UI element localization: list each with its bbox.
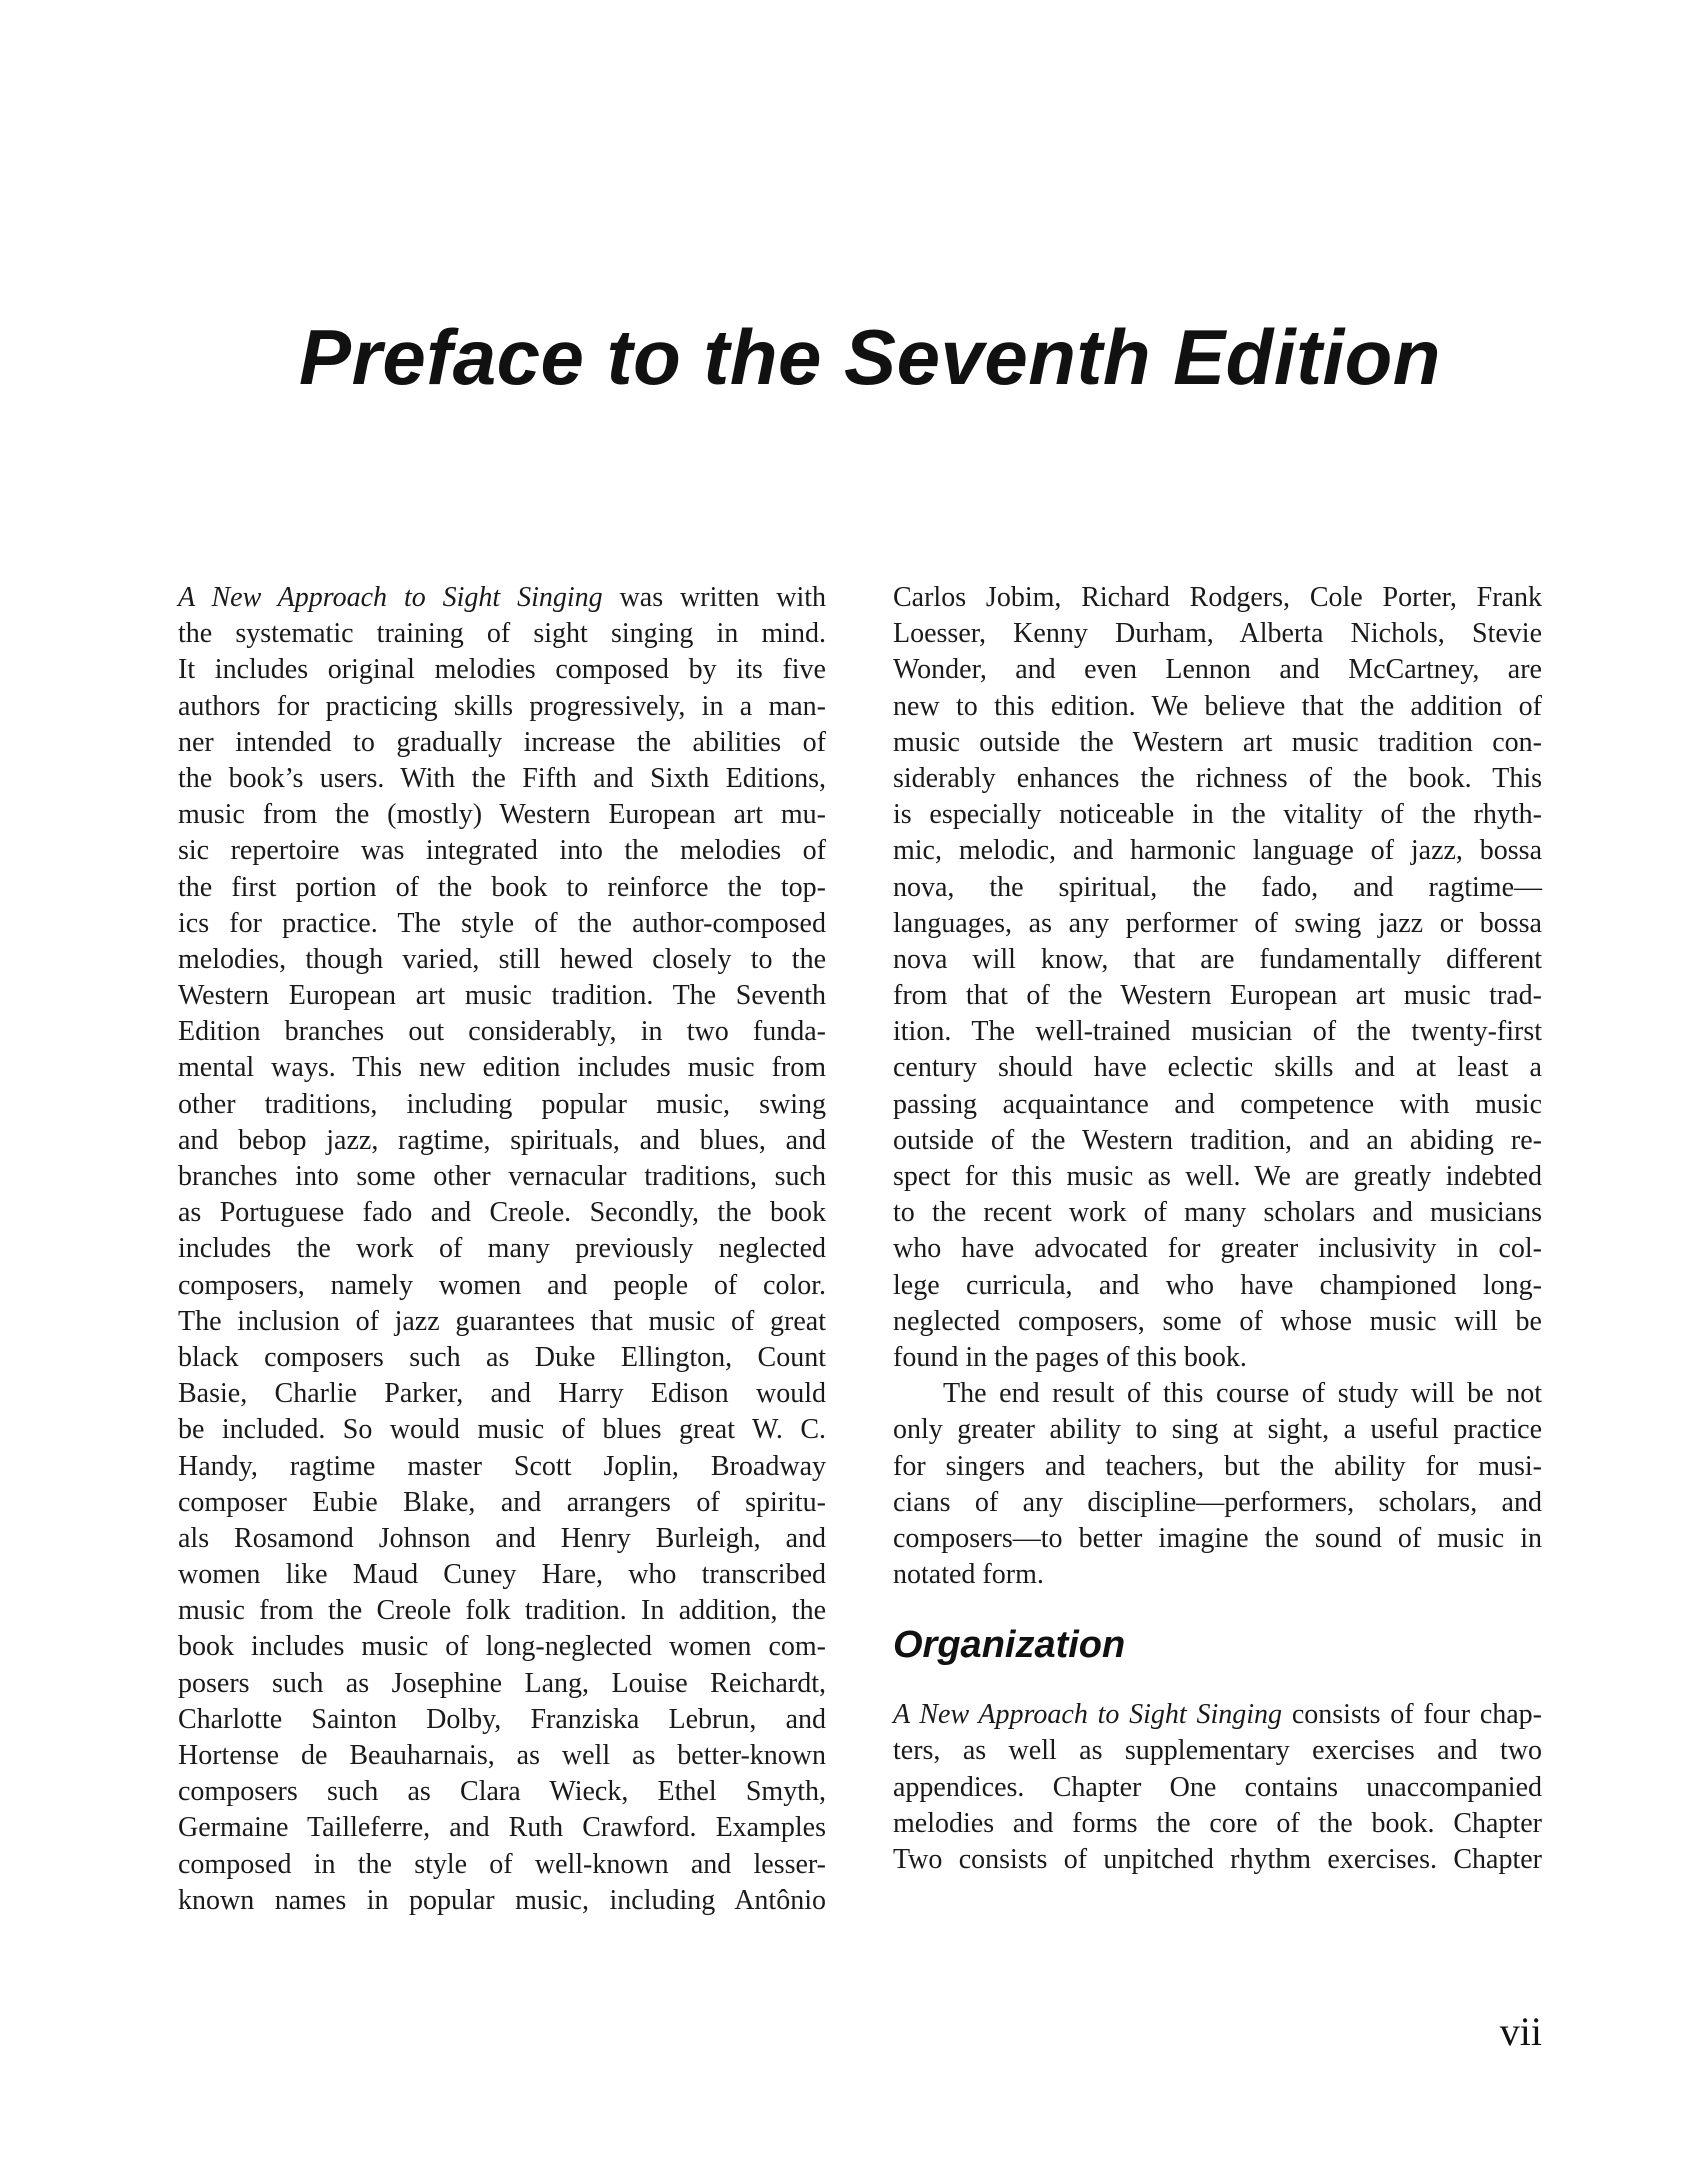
text-line (178, 797, 826, 833)
line-text: composers such as Clara Wieck, Ethel Smyth, (178, 1776, 826, 1808)
text-line (893, 1842, 1542, 1878)
text-line (893, 1412, 1542, 1448)
text-line (178, 1087, 826, 1123)
line-text: was written with (602, 582, 827, 613)
text-line (893, 1376, 1542, 1412)
text-line (178, 689, 826, 725)
line-text: for singers and teachers, but the ability for musi- (893, 1450, 1542, 1482)
line-text: only greater ability to sing at sight, a useful practice (893, 1414, 1542, 1446)
line-text: mental ways. This new edition includes music from (178, 1052, 826, 1084)
text-line (178, 833, 826, 869)
line-text: Basie, Charlie Parker, and Harry Edison would (178, 1378, 826, 1410)
line-text: to the recent work of many scholars and musicians (893, 1197, 1542, 1229)
line-text: who have advocated for greater inclusivity in col- (893, 1233, 1542, 1265)
text-line (893, 1304, 1542, 1340)
text-line (893, 906, 1542, 942)
text-line (178, 1412, 826, 1448)
text-line (178, 978, 826, 1014)
text-line (178, 1557, 826, 1593)
text-line (178, 1883, 826, 1919)
text-line (893, 1770, 1542, 1806)
line-text: book includes music of long-neglected women com- (178, 1631, 826, 1663)
line-text: the first portion of the book to reinforce the top- (178, 871, 826, 903)
line-text: Western European art music tradition. The Seventh (178, 980, 826, 1012)
line-text: ition. The well-trained musician of the twenty-first (893, 1016, 1542, 1048)
line-text: neglected composers, some of whose music will be (893, 1305, 1542, 1337)
line-text: Charlotte Sainton Dolby, Franziska Lebrun, and (178, 1703, 826, 1735)
text-line (893, 1557, 1542, 1593)
line-text: Edition branches out considerably, in two funda- (178, 1016, 826, 1048)
text-line (893, 1697, 1542, 1733)
text-line (893, 1195, 1542, 1231)
line-text: mic, melodic, and harmonic language of jazz, bossa (893, 835, 1542, 867)
line-text: nova will know, that are fundamentally different (893, 943, 1542, 975)
line-text: branches into some other vernacular traditions, such (178, 1161, 826, 1192)
text-line (893, 797, 1542, 833)
text-line (178, 1159, 826, 1195)
text-line (178, 870, 826, 906)
line-text: als Rosamond Johnson and Henry Burleigh, and (178, 1522, 826, 1554)
line-text: languages, as any performer of swing jazz or bossa (893, 907, 1542, 939)
text-line (893, 652, 1542, 688)
text-line (893, 1340, 1542, 1376)
text-line (178, 1521, 826, 1557)
text-line (178, 761, 826, 797)
line-text: Hortense de Beauharnais, as well as better-known (178, 1740, 826, 1771)
text-line (893, 616, 1542, 652)
text-line (178, 725, 826, 761)
line-text: other traditions, including popular music, swing (178, 1088, 826, 1120)
text-line (178, 652, 826, 688)
text-line (893, 1050, 1542, 1086)
line-text: as Portuguese fado and Creole. Secondly, the book (178, 1197, 826, 1229)
line-text: outside of the Western tradition, and an abiding re- (893, 1124, 1542, 1156)
line-text: composers, namely women and people of color. (178, 1269, 826, 1301)
right-column (893, 580, 1542, 1878)
text-line (178, 1231, 826, 1267)
line-text: century should have eclectic skills and at least a (893, 1052, 1542, 1084)
text-line (893, 1449, 1542, 1485)
text-line (893, 1268, 1542, 1304)
line-text: the book’s users. With the Fifth and Sixth Editions, (178, 762, 826, 794)
text-line (893, 1806, 1542, 1842)
text-line (178, 1593, 826, 1629)
text-line (178, 1123, 826, 1159)
text-line (178, 1268, 826, 1304)
line-text: Loesser, Kenny Durham, Alberta Nichols, Stevie (893, 618, 1542, 650)
line-text: melodies and forms the core of the book. Chapter (893, 1807, 1542, 1839)
line-text: passing acquaintance and competence with music (893, 1088, 1542, 1120)
line-text: ters, as well as supplementary exercises and two (893, 1735, 1542, 1767)
line-text: posers such as Josephine Lang, Louise Reichardt, (178, 1667, 826, 1699)
line-text: ics for practice. The style of the author-composed (178, 907, 826, 939)
line-text: lege curricula, and who have championed long- (893, 1269, 1542, 1301)
line-text: composers—to better imagine the sound of music in (893, 1522, 1542, 1554)
text-line (178, 942, 826, 978)
line-text: is especially noticeable in the vitality of the rhyth- (893, 799, 1542, 831)
text-line (178, 580, 826, 616)
line-text: composer Eubie Blake, and arrangers of spiritu- (178, 1486, 826, 1518)
line-text: Carlos Jobim, Richard Rodgers, Cole Porter, Frank (893, 582, 1542, 613)
line-text: found in the pages of this book. (893, 1341, 1247, 1373)
line-text: spect for this music as well. We are greatly indebted (893, 1161, 1542, 1192)
line-text: be included. So would music of blues great W. C. (178, 1414, 826, 1446)
line-text: The end result of this course of study will be not (943, 1378, 1542, 1410)
text-line (893, 1231, 1542, 1267)
book-title-italic: A New Approach to Sight Singing (893, 1699, 1283, 1731)
line-text: Germaine Tailleferre, and Ruth Crawford. Examples (178, 1812, 826, 1844)
text-line (178, 1014, 826, 1050)
text-line (893, 1521, 1542, 1557)
line-text: ner intended to gradually increase the abilities of (178, 726, 826, 758)
text-line (178, 1449, 826, 1485)
text-line (178, 1629, 826, 1665)
line-text: new to this edition. We believe that the addition of (893, 690, 1542, 722)
text-line (178, 616, 826, 652)
line-text: Two consists of unpitched rhythm exercises. Chapter (893, 1844, 1542, 1875)
text-line (178, 1376, 826, 1412)
text-line (893, 870, 1542, 906)
line-text: black composers such as Duke Ellington, Count (178, 1341, 826, 1373)
line-text: known names in popular music, including Antônio (178, 1884, 826, 1916)
line-text: The inclusion of jazz guarantees that music of great (178, 1305, 826, 1337)
text-line (893, 1014, 1542, 1050)
text-line (178, 1738, 826, 1774)
text-line (178, 1050, 826, 1086)
text-line (178, 1304, 826, 1340)
line-text: music from the Creole folk tradition. In addition, the (178, 1595, 826, 1627)
text-line (178, 1666, 826, 1702)
text-line (893, 1485, 1542, 1521)
line-text: music from the (mostly) Western European art mu- (178, 799, 826, 831)
text-line (893, 689, 1542, 725)
line-text: appendices. Chapter One contains unaccompanied (893, 1771, 1542, 1803)
line-text: and bebop jazz, ragtime, spirituals, and blues, and (178, 1124, 826, 1156)
line-text: includes the work of many previously neglected (178, 1233, 826, 1265)
text-line (893, 942, 1542, 978)
line-text: from that of the Western European art music trad- (893, 980, 1542, 1012)
text-line (893, 1123, 1542, 1159)
text-line (893, 725, 1542, 761)
text-line (178, 1847, 826, 1883)
text-line (893, 833, 1542, 869)
text-line (178, 1774, 826, 1810)
line-text: cians of any discipline—performers, scholars, and (893, 1486, 1542, 1518)
line-text: siderably enhances the richness of the book. This (893, 762, 1542, 794)
page-title: Preface to the Seventh Edition (299, 313, 1441, 401)
left-column (178, 580, 826, 1919)
line-text: music outside the Western art music tradition con- (893, 726, 1542, 758)
text-line (178, 1810, 826, 1846)
text-line (893, 1733, 1542, 1769)
text-line (178, 906, 826, 942)
page-number: vii (1499, 2009, 1542, 2054)
line-text: Handy, ragtime master Scott Joplin, Broadway (178, 1450, 826, 1482)
line-text: composed in the style of well-known and lesser- (178, 1848, 826, 1880)
line-text: melodies, though varied, still hewed closely to the (178, 943, 826, 975)
text-line (178, 1195, 826, 1231)
text-line (893, 978, 1542, 1014)
text-line (893, 1087, 1542, 1123)
line-text: authors for practicing skills progressively, in a man- (178, 690, 826, 722)
line-text: nova, the spiritual, the fado, and ragtime— (893, 871, 1542, 903)
text-line (178, 1702, 826, 1738)
line-text: notated form. (893, 1559, 1044, 1591)
line-text: sic repertoire was integrated into the melodies of (178, 835, 826, 867)
line-text: It includes original melodies composed by its five (178, 654, 826, 686)
text-line (178, 1340, 826, 1376)
line-text: consists of four chap- (1282, 1699, 1543, 1731)
line-text: Wonder, and even Lennon and McCartney, are (893, 654, 1542, 686)
text-line (893, 1159, 1542, 1195)
line-text: the systematic training of sight singing in mind. (178, 618, 826, 650)
book-title-italic: A New Approach to Sight Singing (178, 582, 603, 613)
line-text: women like Maud Cuney Hare, who transcribed (178, 1559, 826, 1591)
text-line (893, 580, 1542, 616)
section-heading-organization: Organization (893, 1624, 1126, 1667)
text-line (893, 761, 1542, 797)
text-line (178, 1485, 826, 1521)
